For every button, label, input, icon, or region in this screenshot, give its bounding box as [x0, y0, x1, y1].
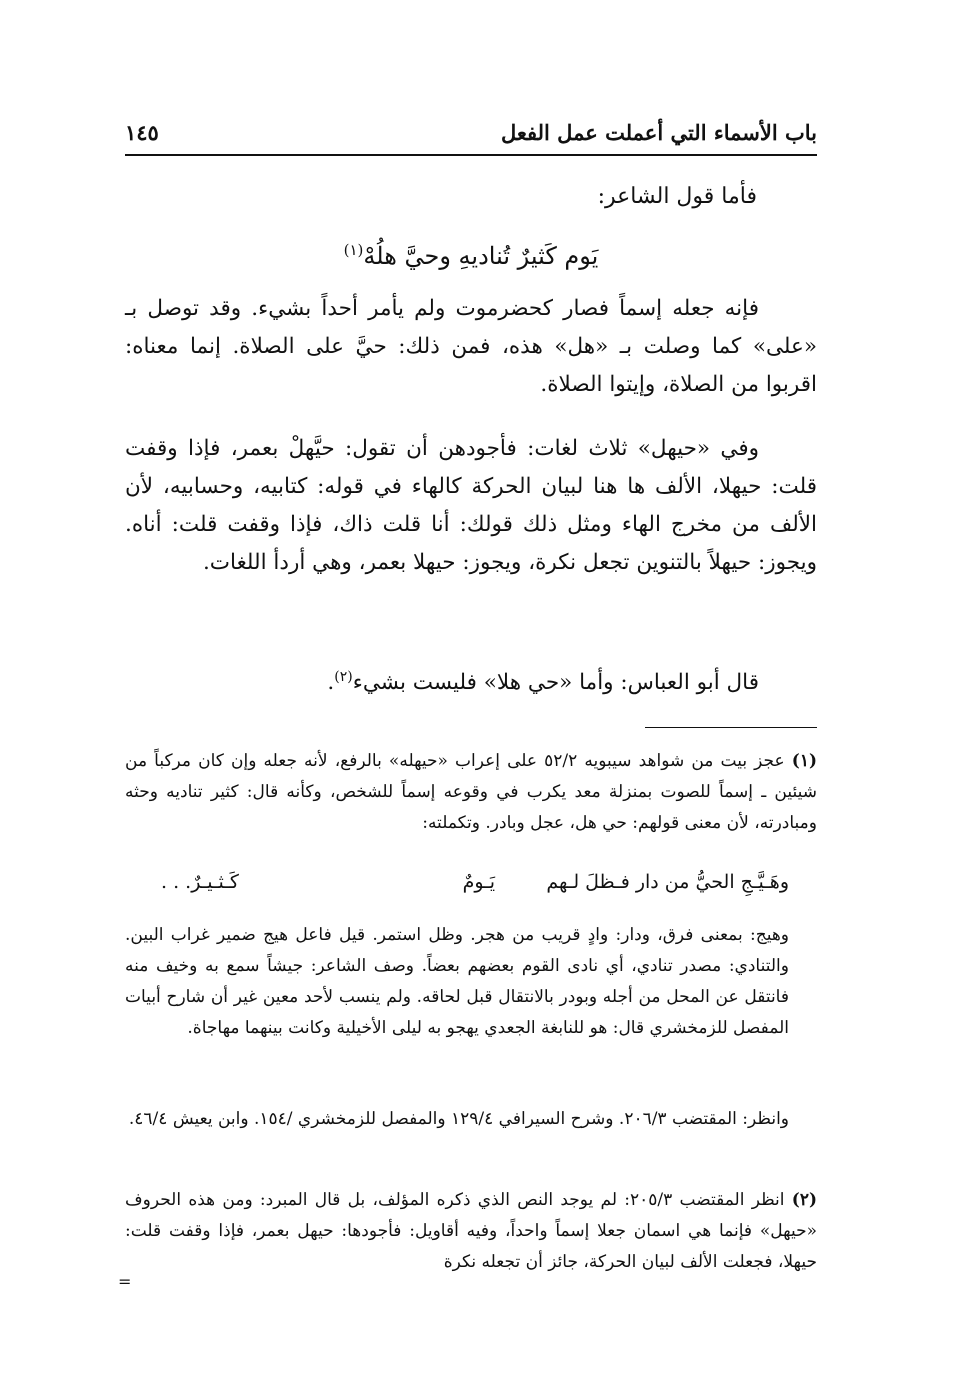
- footnote-verse: [125, 862, 817, 902]
- paragraph-3-end: .: [327, 670, 335, 696]
- paragraph-2: وفي «حيهل» ثلاث لغات: فأجودهن أن تقول: حيَّهلْ بعمر، فإذا وقفت قلت: حيهلا، الألف ها هنا لبيان الحركة كالهاء في قوله: كتابيه، وحسابيه، لأن الألف من مخرج الهاء ومثل ذلك قولك: أنا قلت ذاك، فإذا وقفت قلت: أناه. ويجوز: حيهلاً بالتنوين تجعل نكرة، ويجوز: حيهلا بعمر، وهي أردأ اللغات.: [125, 436, 817, 575]
- footnote-2-number: (٢): [791, 1190, 817, 1210]
- footnote-2-text: انظر المقتضب ٢٠٥/٣: لم يوجد النص الذي ذكره المؤلف، بل قال المبرد: ومن هذه الحروف «حيهل» فإنما هي اسمان جعلا إسماً واحداً، وفيه أقاويل: فأجودها: حيهل بعمر، فإذا وقفت قلت: حيهلا، فجعلت الألف لبيان الحركة، جائز أن تجعله نكرة: [125, 1190, 817, 1272]
- paragraph-3: [125, 658, 817, 702]
- paragraph-3-text: قال أبو العباس: وأما «حي هلا» فليست بشيء: [352, 670, 759, 696]
- footnote-1-number: (١): [791, 751, 818, 771]
- intro-line: فأما قول الشاعر:: [597, 184, 757, 209]
- footnote-marker-1: (١): [343, 241, 364, 259]
- footnote-separator: [645, 727, 817, 728]
- running-title: باب الأسماء التي أعملت عمل الفعل: [500, 120, 817, 145]
- footnote-1-references: وانظر: المقتضب ٢٠٦/٣. وشرح السيرافي ١٢٩/٤ والمفصل للزمخشري /١٥٤. وابن يعيش ٤٦/٤.: [128, 1109, 789, 1129]
- footnote-1: [125, 746, 817, 839]
- footnote-2: [125, 1185, 817, 1278]
- verse-text: يَوم كَثيرٌ تُناديهِ وحيَّ هلُهْ: [363, 242, 599, 270]
- paragraph-1: فإنه جعله إسماً فصار كحضرموت ولم يأمر أحداً بشيء. وقد توصل بـ «على» كما وصلت بـ «هل» هذه، فمن ذلك: حيَّ على الصلاة. إنما معناه: اقربوا من الصلاة، وإيتوا الصلاة.: [125, 296, 817, 397]
- verse-hemistich-2: يَـومٌ: [462, 871, 495, 893]
- verse-hemistich-3: كَـثـيـرٌ. . .: [161, 871, 239, 893]
- continuation-mark: =: [118, 1272, 132, 1291]
- footnote-marker-2: (٢): [334, 669, 353, 685]
- footnote-1-text: عجز بيت من شواهد سيبويه ٥٢/٢ على إعراب «حيهله» بالرفع، لأنه جعله وإن كان مركباً من شيئين ـ إسماً للصوت بمنزلة معد يكرب في وقوعه إسماً للشخص، وكأنه قال: كثير تناديه وحثه ومبادرته، لأن معنى قولهم: حي هل، عجل وبادر. وتكملته:: [125, 751, 817, 833]
- page-header: [125, 118, 817, 156]
- page-number: ١٤٥: [125, 120, 159, 145]
- verse-line: [125, 230, 817, 276]
- footnote-1-explanation: وهيج: بمعنى فرق، ودار: وادٍ قريب من هجر. وظل استمر. قيل فاعل هيج ضمير غراب البين. والتنادي: مصدر تنادي، أي نادى القوم بعضهم بعضاً. وصف الشاعر: جيشاً سمع به وخيف منه فانتقل عن المحل من أجله وبودر بالانتقال قبل لحاقه. ولم ينسب لأحد معين غير أن شارح أبيات المفصل للزمخشري قال: هو للنابغة الجعدي يهجو به ليلى الأخيلية وكانت بينهما مهاجاة.: [125, 925, 789, 1038]
- verse-hemistich-1: وهَـيَّـجِ الحيُّ من دار فـظلَ لـهم: [546, 871, 789, 893]
